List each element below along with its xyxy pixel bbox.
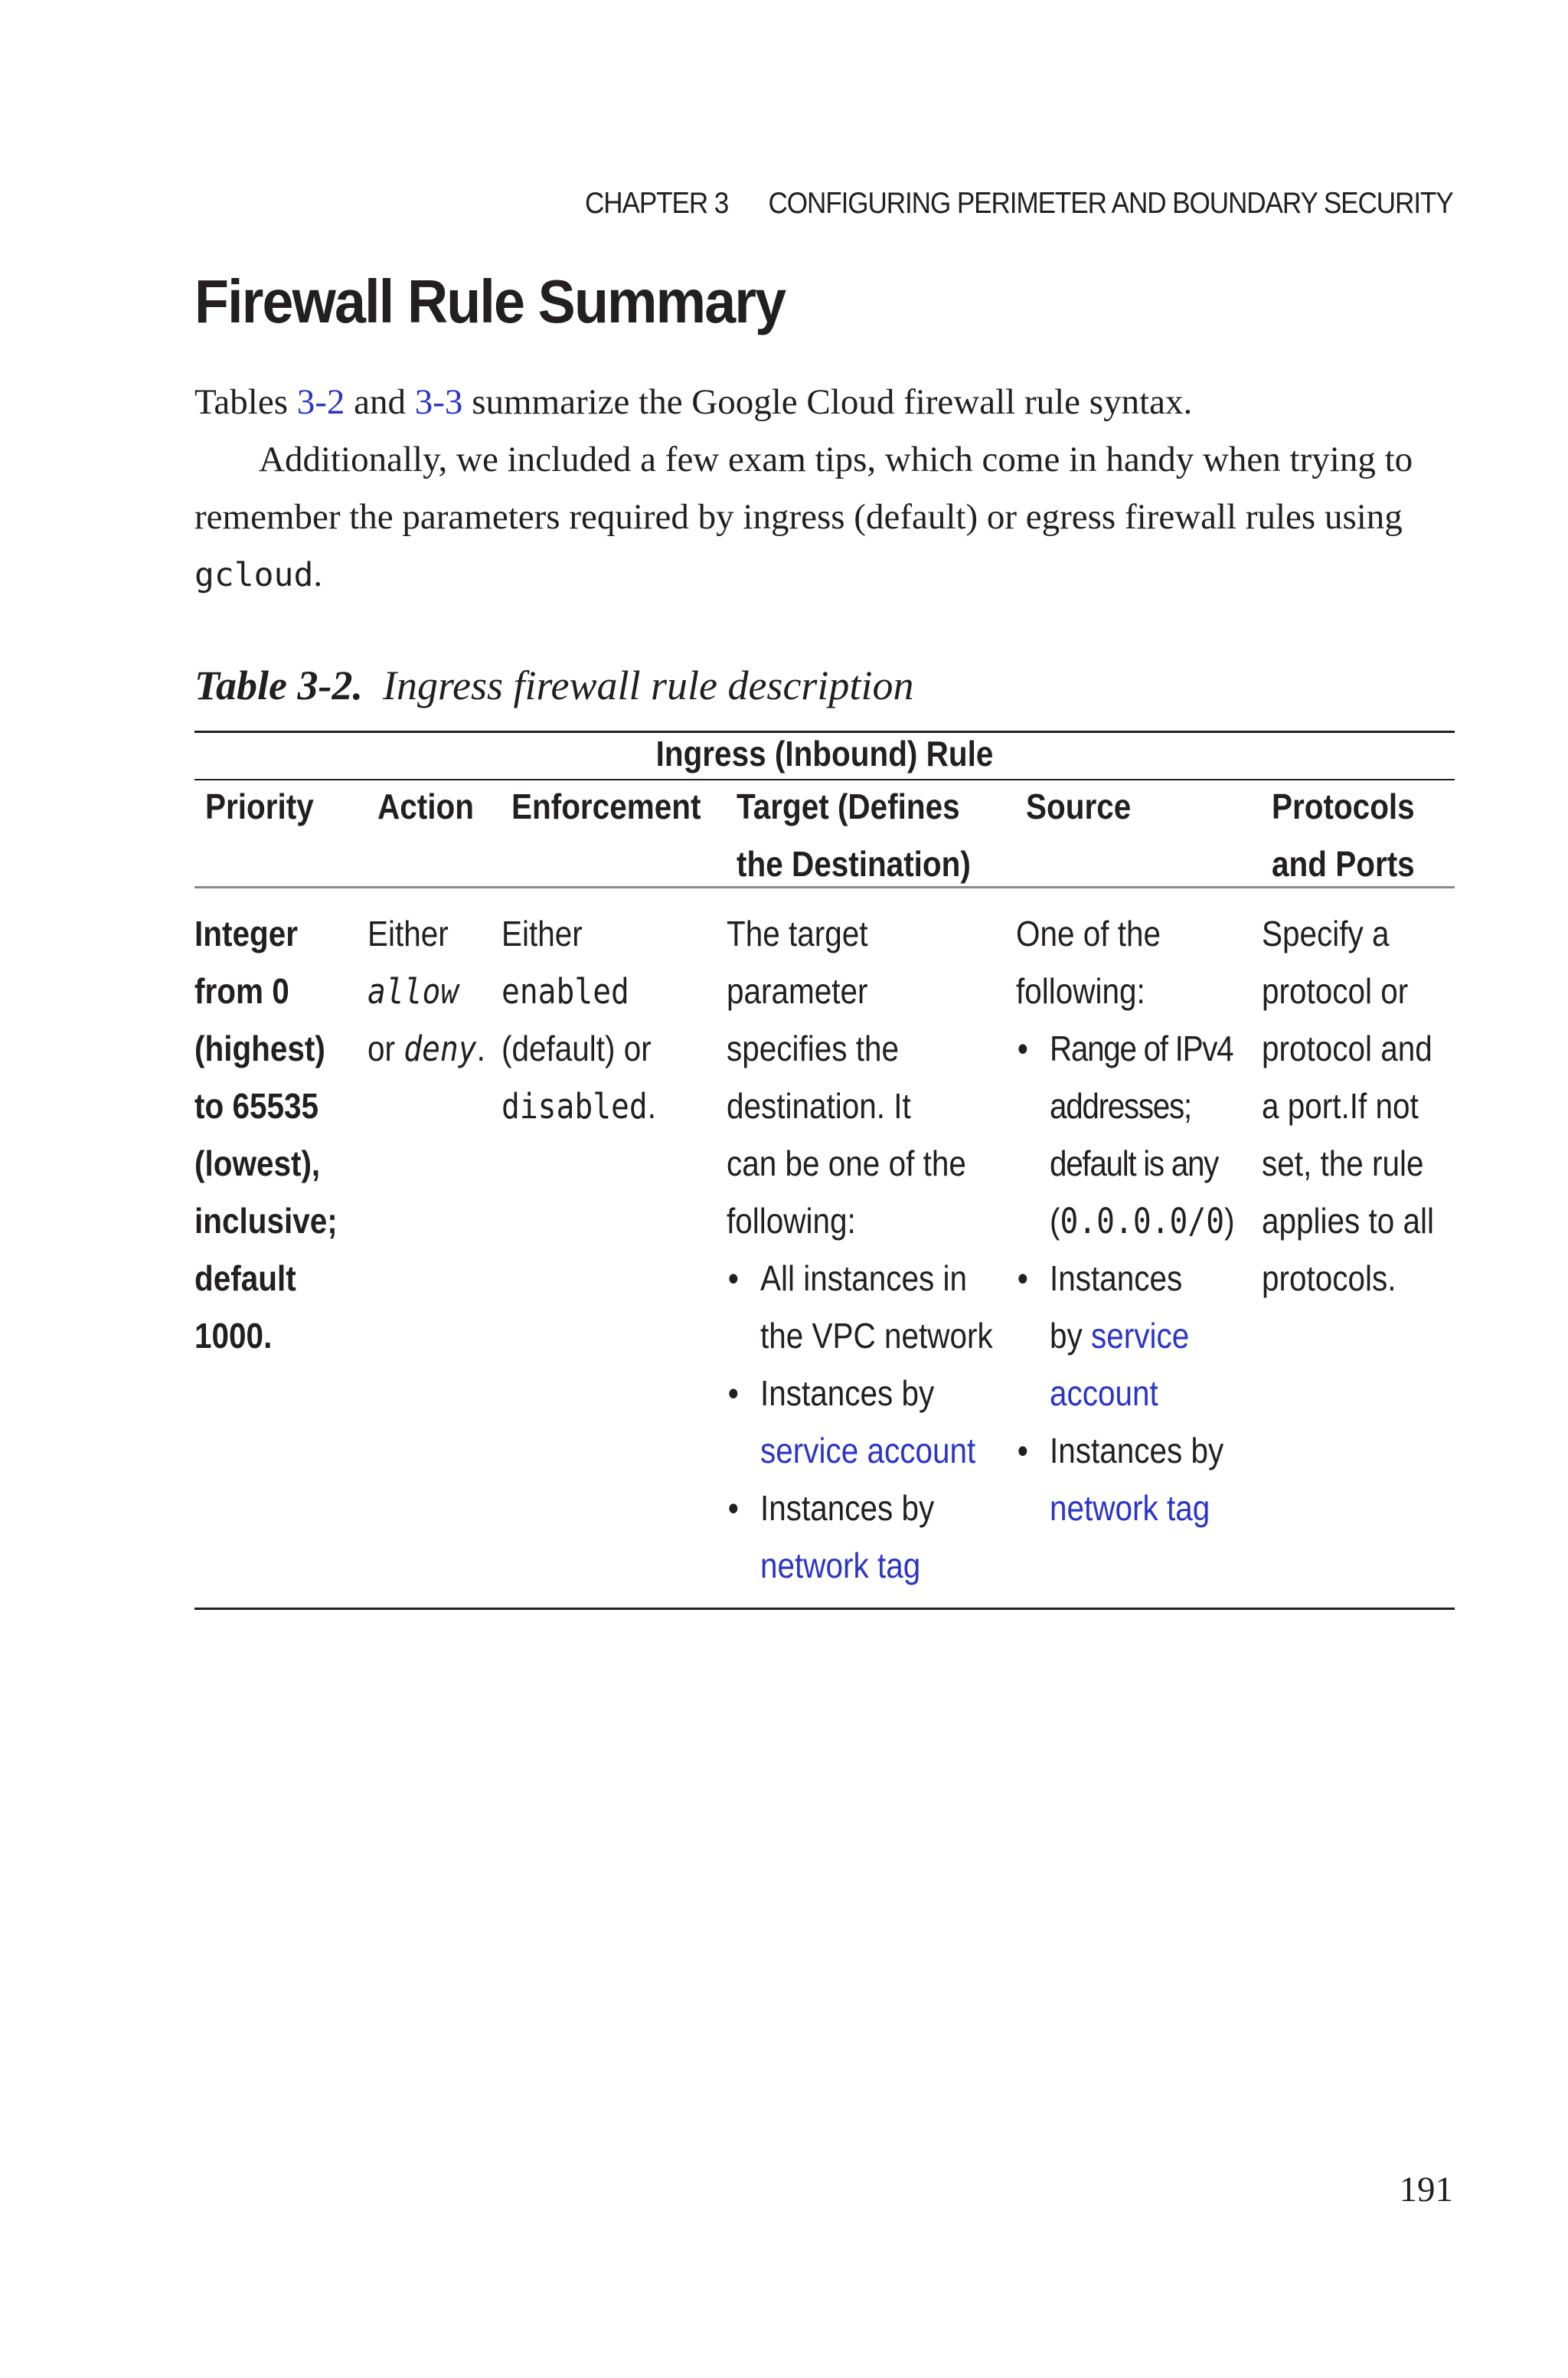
source-bullet-continuation: default is any [1050, 1143, 1219, 1183]
action-line [368, 1020, 485, 1078]
priority-text: to [194, 1086, 233, 1126]
bullet-icon: • [727, 1258, 739, 1298]
source-bullet-item [1016, 1020, 1235, 1078]
tips-text: Additionally, we included a few exam tips, which come in handy when trying to remember the parameters required by ingress (default) or egress firewall rules using [194, 440, 1413, 537]
source-bullet-continuation [1016, 1307, 1235, 1365]
priority-text: from [194, 971, 273, 1011]
priority-line [194, 1078, 338, 1135]
source-account-link[interactable]: account [1050, 1373, 1158, 1413]
intro-paragraph [194, 374, 1458, 431]
cell-protocols [1262, 905, 1434, 1307]
priority-line: default [194, 1258, 296, 1298]
enforcement-line [501, 963, 656, 1020]
protocols-line: protocol and [1262, 1029, 1432, 1068]
tips-text-end: . [313, 554, 323, 594]
target-network-tag-link[interactable]: network tag [760, 1546, 921, 1585]
cell-target [727, 905, 993, 1595]
deny-code: deny [403, 1029, 477, 1069]
target-line: following: [727, 1201, 856, 1241]
target-bullet-item [727, 1480, 993, 1537]
enabled-code: enabled [501, 971, 629, 1012]
gcloud-code: gcloud [194, 556, 314, 594]
table-caption [194, 662, 913, 709]
table-bottom-rule [194, 1608, 1455, 1610]
source-bullet-text: Range of IPv4 [1050, 1029, 1233, 1068]
source-bullet-text: Instances [1050, 1258, 1183, 1298]
intro-text-start: Tables [194, 382, 297, 422]
header-priority: Priority [205, 787, 314, 826]
page-number: 191 [1399, 2170, 1453, 2210]
protocols-line: applies to all [1262, 1201, 1435, 1241]
running-head [585, 187, 1453, 221]
priority-line: inclusive; [194, 1201, 338, 1241]
priority-line: (highest) [194, 1029, 325, 1068]
source-bullet-continuation [1016, 1192, 1235, 1250]
header-enforcement: Enforcement [511, 787, 701, 826]
header-protocols-line1: Protocols [1272, 787, 1415, 826]
bullet-icon: • [1017, 1029, 1028, 1068]
enforcement-text: . [647, 1086, 656, 1126]
bullet-icon: • [1017, 1431, 1028, 1470]
action-line [368, 963, 485, 1020]
intro-text-mid: and [345, 382, 415, 422]
intro-text-end: summarize the Google Cloud firewall rule syntax. [462, 382, 1193, 422]
source-text: ( [1050, 1201, 1060, 1241]
target-line: can be one of the [727, 1143, 966, 1183]
action-line: Either [368, 914, 449, 953]
cell-priority [194, 905, 338, 1365]
target-line: The target [727, 914, 868, 953]
allow-code: allow [368, 971, 459, 1012]
source-bullet-continuation: addresses; [1050, 1086, 1191, 1126]
source-bullet-item [1016, 1422, 1235, 1480]
cell-action [368, 905, 485, 1078]
protocols-line: set, the rule [1262, 1143, 1424, 1183]
table-title: Ingress (Inbound) Rule [655, 734, 994, 774]
table-caption-label: Table 3-2. [194, 662, 363, 708]
priority-line: Integer [194, 914, 298, 953]
target-bullet-item [727, 1365, 993, 1422]
header-protocols-line2: and Ports [1272, 844, 1415, 884]
priority-text: . [263, 1316, 273, 1356]
header-protocols [1272, 778, 1415, 893]
enforcement-line: Either [501, 914, 583, 953]
source-network-tag-link[interactable]: network tag [1050, 1488, 1210, 1528]
target-line: parameter [727, 971, 868, 1011]
ipv4-default-code: 0.0.0.0/0 [1060, 1201, 1225, 1241]
target-bullet-text: Instances by [760, 1373, 935, 1413]
source-bullet-item [1016, 1250, 1235, 1307]
priority-value-highest: 0 [272, 971, 289, 1011]
source-text: ) [1224, 1201, 1235, 1241]
header-target-line2: the Destination) [737, 844, 971, 884]
header-source: Source [1026, 787, 1132, 826]
target-bullet-item [727, 1250, 993, 1307]
cell-source [1016, 905, 1235, 1537]
target-line: destination. It [727, 1086, 911, 1126]
cell-enforcement [501, 905, 656, 1135]
source-service-link[interactable]: service [1091, 1316, 1190, 1356]
header-target [737, 778, 971, 893]
target-bullet-text: All instances in [760, 1258, 968, 1298]
protocols-line: protocols. [1262, 1258, 1396, 1298]
action-text: . [476, 1029, 485, 1068]
source-line: following: [1016, 971, 1145, 1011]
protocols-line: a port.If not [1262, 1086, 1419, 1126]
table-3-3-link[interactable]: 3-3 [414, 382, 463, 422]
protocols-line: protocol or [1262, 971, 1409, 1011]
bullet-icon: • [727, 1488, 739, 1528]
enforcement-line: (default) or [501, 1029, 652, 1068]
priority-line [194, 1307, 338, 1365]
target-bullet-continuation: the VPC network [760, 1316, 993, 1356]
bullet-icon: • [1017, 1258, 1028, 1298]
priority-value-default: 1000 [194, 1316, 264, 1356]
target-bullet-text: Instances by [760, 1488, 935, 1528]
table-caption-text: Ingress firewall rule description [382, 662, 914, 708]
source-line: One of the [1016, 914, 1161, 953]
header-target-line1: Target (Defines [737, 787, 960, 826]
priority-line: (lowest), [194, 1143, 321, 1183]
section-title: Firewall Rule Summary [194, 267, 786, 335]
target-service-account-link[interactable]: service account [760, 1431, 976, 1470]
priority-line [194, 963, 338, 1020]
protocols-line: Specify a [1262, 914, 1390, 953]
priority-value-lowest: 65535 [232, 1086, 319, 1126]
disabled-code: disabled [501, 1086, 648, 1127]
header-action: Action [377, 787, 474, 826]
source-text: by [1050, 1316, 1092, 1356]
bullet-icon: • [727, 1373, 739, 1413]
chapter-title: CONFIGURING PERIMETER AND BOUNDARY SECURITY [768, 187, 1453, 220]
target-line: specifies the [727, 1029, 900, 1068]
enforcement-line [501, 1078, 656, 1135]
exam-tips-paragraph [194, 431, 1458, 604]
source-bullet-text: Instances by [1050, 1431, 1224, 1470]
chapter-label: CHAPTER 3 [585, 187, 729, 220]
table-3-2-link[interactable]: 3-2 [296, 382, 345, 422]
action-text: or [368, 1029, 404, 1068]
